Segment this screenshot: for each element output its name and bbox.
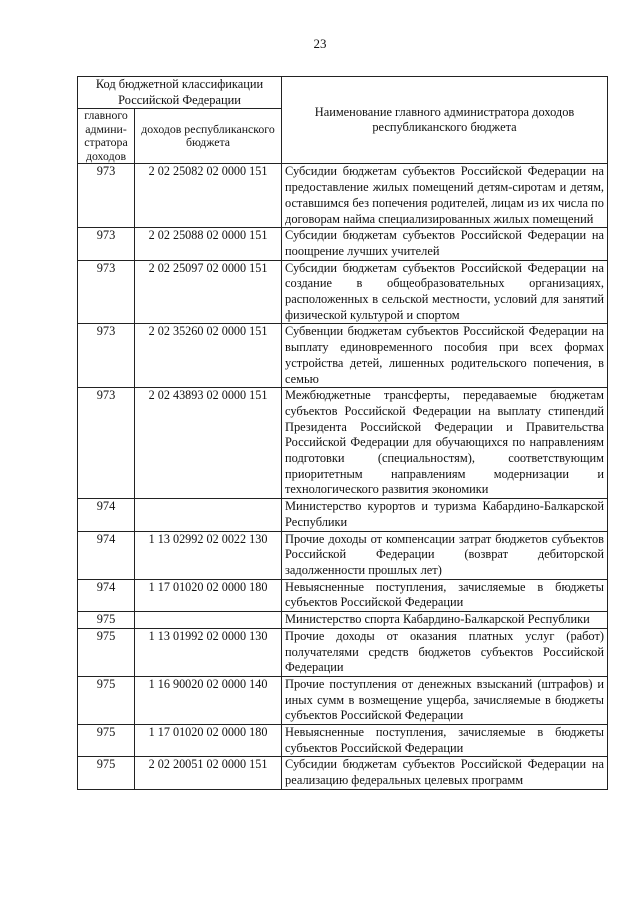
revenue-code-cell [135,499,282,531]
table-row [78,757,608,789]
revenue-code-cell: 2 02 25082 02 0000 151 [135,164,282,228]
table-row [78,725,608,757]
table-body [78,164,608,789]
revenue-code-cell: 2 02 20051 02 0000 151 [135,757,282,789]
revenue-name-cell: Прочие доходы от оказания платных услуг (работ) получателями средств бюджетов субъектов Российской Федерации [282,628,608,676]
admin-code-cell: 973 [78,164,135,228]
revenue-code-cell: 2 02 43893 02 0000 151 [135,388,282,499]
revenue-code-cell: 2 02 25097 02 0000 151 [135,260,282,324]
revenue-code-cell: 1 16 90020 02 0000 140 [135,676,282,724]
revenue-name-cell: Министерство курортов и туризма Кабардино-Балкарской Республики [282,499,608,531]
revenue-code-cell: 1 13 01992 02 0000 130 [135,628,282,676]
table-row [78,260,608,324]
revenue-code-cell: 1 17 01020 02 0000 180 [135,579,282,611]
admin-code-cell: 973 [78,228,135,260]
admin-code-cell: 973 [78,324,135,388]
table-row [78,628,608,676]
revenue-name-cell: Субсидии бюджетам субъектов Российской Федерации на поощрение лучших учителей [282,228,608,260]
revenue-code-cell [135,612,282,629]
revenue-name-cell: Невыясненные поступления, зачисляемые в бюджеты субъектов Российской Федерации [282,579,608,611]
revenue-name-cell: Субсидии бюджетам субъектов Российской Федерации на предоставление жилых помещений детям-сиротам и детям, оставшимся без попечения родителей, лицам из их числа по договорам найма специализированных жилых помещений [282,164,608,228]
budget-classification-code-header: Код бюджетной классификации Российской Федерации [78,77,282,109]
admin-code-cell: 975 [78,757,135,789]
table-row [78,499,608,531]
admin-code-cell: 973 [78,388,135,499]
main-administrator-header: главного админи-стратора доходов [78,109,135,164]
admin-code-cell: 975 [78,725,135,757]
revenue-code-cell: 1 17 01020 02 0000 180 [135,725,282,757]
table-row [78,388,608,499]
administrator-name-header: Наименование главного администратора доходов республиканского бюджета [282,77,608,164]
page-number: 23 [313,36,327,51]
revenue-name-cell: Межбюджетные трансферты, передаваемые бюджетам субъектов Российской Федерации на выплату стипендий Президента Российской Федерации и Правительства Российской Федерации для обучающихся по направлениям подготовки (специальностям), соответствующим приоритетным направлениям модернизации и технологического развития экономики [282,388,608,499]
revenue-code-cell: 1 13 02992 02 0022 130 [135,531,282,579]
table-row [78,164,608,228]
admin-code-cell: 975 [78,628,135,676]
table-row [78,228,608,260]
table-header [78,77,608,164]
admin-code-cell: 974 [78,579,135,611]
revenue-name-cell: Субсидии бюджетам субъектов Российской Федерации на создание в общеобразовательных организациях, расположенных в сельской местности, условий для занятий физической культурой и спортом [282,260,608,324]
table-row [78,676,608,724]
revenue-name-cell: Прочие доходы от компенсации затрат бюджетов субъектов Российской Федерации (возврат дебиторской задолженности прошлых лет) [282,531,608,579]
table-row [78,612,608,629]
revenue-name-cell: Прочие поступления от денежных взысканий (штрафов) и иных сумм в возмещение ущерба, зачисляемые в бюджеты субъектов Российской Федерации [282,676,608,724]
admin-code-cell: 975 [78,676,135,724]
admin-code-cell: 975 [78,612,135,629]
table-row [78,324,608,388]
revenue-name-cell: Невыясненные поступления, зачисляемые в бюджеты субъектов Российской Федерации [282,725,608,757]
table-row [78,531,608,579]
admin-code-cell: 974 [78,531,135,579]
revenue-code-cell: 2 02 35260 02 0000 151 [135,324,282,388]
revenue-code-cell: 2 02 25088 02 0000 151 [135,228,282,260]
admin-code-cell: 973 [78,260,135,324]
revenue-classification-table [77,76,608,790]
republican-revenue-header: доходов республиканского бюджета [135,109,282,164]
revenue-name-cell: Субвенции бюджетам субъектов Российской Федерации на выплату единовременного пособия при всех формах устройства детей, лишенных родительского попечения, в семью [282,324,608,388]
revenue-name-cell: Субсидии бюджетам субъектов Российской Федерации на реализацию федеральных целевых программ [282,757,608,789]
table-row [78,579,608,611]
revenue-name-cell: Министерство спорта Кабардино-Балкарской Республики [282,612,608,629]
admin-code-cell: 974 [78,499,135,531]
